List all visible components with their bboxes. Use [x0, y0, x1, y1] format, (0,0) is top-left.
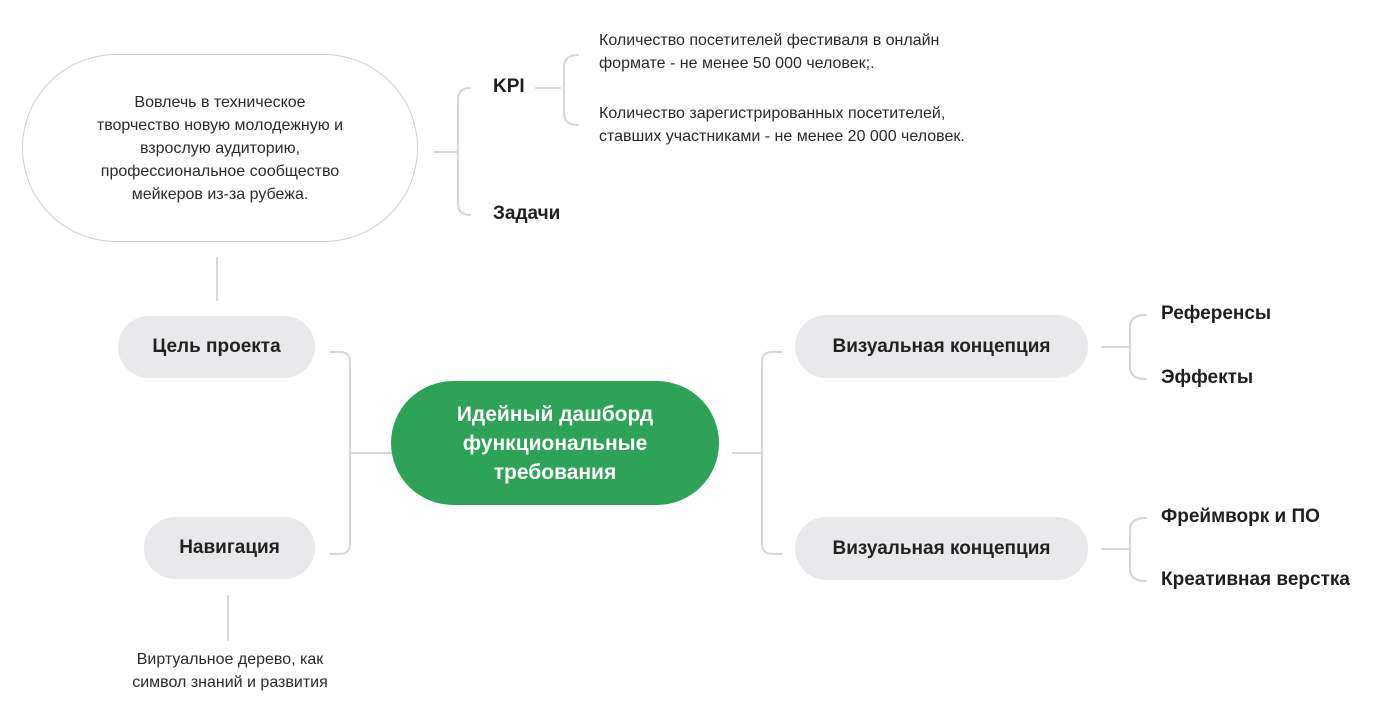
center-node[interactable] — [391, 381, 719, 505]
kpi-item-2-line-2: ставших участниками - не менее 20 000 человек. — [599, 128, 965, 145]
visual-concept-node-2[interactable] — [795, 517, 1088, 580]
effects-node[interactable] — [1161, 367, 1253, 389]
connector-right-bracket — [762, 352, 782, 554]
visual-concept-node-1[interactable] — [795, 315, 1088, 378]
connector-left-bracket — [330, 352, 350, 554]
navigation-node-label: Навигация — [179, 537, 280, 558]
creative-layout-node[interactable] — [1161, 569, 1350, 591]
references-label: Референсы — [1161, 303, 1272, 324]
kpi-item-1-line-1: Количество посетителей фестиваля в онлайн — [599, 32, 940, 49]
kpi-item-1 — [599, 29, 939, 75]
tasks-label: Задачи — [493, 203, 561, 224]
connector-right2-bracket — [1130, 518, 1146, 581]
navigation-description — [95, 648, 365, 694]
center-line-3: требования — [493, 460, 617, 484]
kpi-label: KPI — [493, 76, 525, 97]
connector-paras-bracket — [564, 55, 578, 125]
center-line-2: функциональные — [462, 431, 648, 455]
goal-node-label: Цель проекта — [152, 336, 281, 357]
framework-label: Фреймворк и ПО — [1161, 506, 1320, 527]
creative-layout-label: Креативная верстка — [1161, 569, 1350, 590]
connector-right1-bracket — [1130, 315, 1146, 379]
effects-label: Эффекты — [1161, 367, 1254, 388]
goal-description-text: Вовлечь в техническое творчество новую молодежную и взрослую аудиторию, профессиональное сообщество мейкеров из-за рубежа. — [96, 93, 344, 203]
tasks-node[interactable] — [493, 203, 560, 225]
connector-kpi-tasks-bracket — [458, 88, 470, 215]
references-node[interactable] — [1161, 303, 1271, 325]
navigation-node[interactable] — [144, 517, 315, 579]
goal-description-bubble[interactable] — [22, 54, 418, 242]
goal-node[interactable] — [118, 316, 315, 378]
framework-node[interactable] — [1161, 506, 1320, 528]
kpi-item-1-line-2: формате - не менее 50 000 человек;. — [599, 55, 875, 72]
visual-concept-node-1-label: Визуальная концепция — [832, 335, 1051, 357]
kpi-node[interactable] — [493, 76, 525, 98]
center-line-1: Идейный дашборд — [456, 402, 654, 426]
visual-concept-node-2-label: Визуальная концепция — [832, 537, 1051, 559]
navigation-description-line-1: Виртуальное дерево, как — [136, 651, 324, 668]
navigation-description-line-2: символ знаний и развития — [132, 674, 328, 691]
kpi-item-2-line-1: Количество зарегистрированных посетителей, — [599, 105, 946, 122]
kpi-item-2 — [599, 102, 965, 148]
